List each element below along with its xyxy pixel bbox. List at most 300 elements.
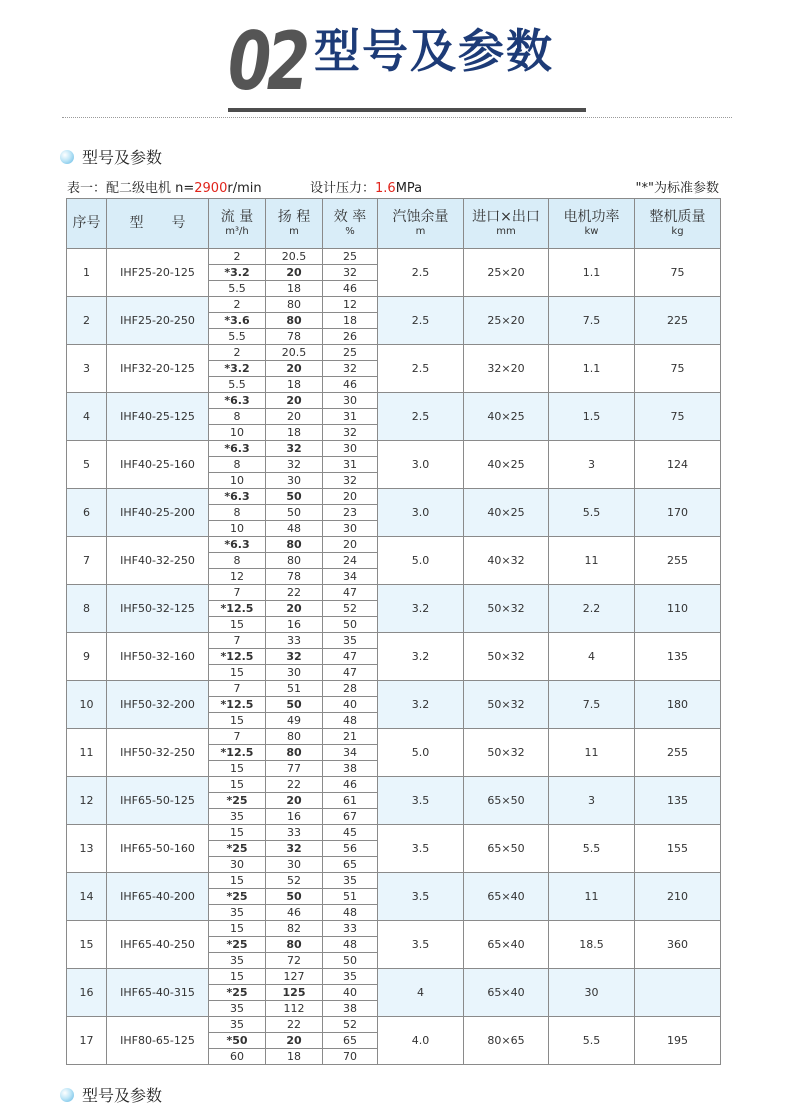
bullet-ball-icon xyxy=(60,150,74,164)
unit-mass-cell: 155 xyxy=(635,825,721,873)
motor-power-cell: 2.2 xyxy=(549,585,635,633)
inlet-outlet-cell: 40×25 xyxy=(464,441,549,489)
flow-cell: 15 xyxy=(209,777,266,793)
head-cell: 20.5 xyxy=(266,249,323,265)
motor-power-cell: 4 xyxy=(549,633,635,681)
head-cell: 20 xyxy=(266,265,323,281)
flow-cell: 10 xyxy=(209,473,266,489)
head-cell: 125 xyxy=(266,985,323,1001)
column-header-unit: kw xyxy=(584,226,599,237)
column-header xyxy=(209,199,266,249)
table-row xyxy=(67,489,721,505)
flow-cell: *12.5 xyxy=(209,745,266,761)
head-cell: 20 xyxy=(266,793,323,809)
flow-cell: 8 xyxy=(209,505,266,521)
head-cell: 50 xyxy=(266,505,323,521)
efficiency-cell: 35 xyxy=(323,969,378,985)
flow-cell: 10 xyxy=(209,425,266,441)
efficiency-cell: 46 xyxy=(323,281,378,297)
inlet-outlet-cell: 65×50 xyxy=(464,777,549,825)
flow-cell: *3.2 xyxy=(209,361,266,377)
head-cell: 78 xyxy=(266,569,323,585)
efficiency-cell: 51 xyxy=(323,889,378,905)
pressure-label: 设计压力： xyxy=(310,181,376,196)
unit-mass-cell: 195 xyxy=(635,1017,721,1065)
npsh-cell: 3.0 xyxy=(378,489,464,537)
column-header-label: 汽蚀余量 xyxy=(392,209,449,225)
motor-power-cell: 5.5 xyxy=(549,1017,635,1065)
efficiency-cell: 12 xyxy=(323,297,378,313)
head-cell: 33 xyxy=(266,633,323,649)
head-cell: 32 xyxy=(266,841,323,857)
flow-cell: *25 xyxy=(209,985,266,1001)
head-cell: 18 xyxy=(266,1049,323,1065)
flow-cell: *6.3 xyxy=(209,537,266,553)
model-cell: IHF80-65-125 xyxy=(107,1017,209,1065)
column-header-label: 扬 程 xyxy=(277,209,311,225)
motor-power-cell: 11 xyxy=(549,729,635,777)
inlet-outlet-cell: 40×25 xyxy=(464,489,549,537)
efficiency-cell: 40 xyxy=(323,985,378,1001)
flow-cell: 7 xyxy=(209,585,266,601)
efficiency-cell: 38 xyxy=(323,1001,378,1017)
column-header-label: 型 号 xyxy=(129,215,186,231)
efficiency-cell: 23 xyxy=(323,505,378,521)
efficiency-cell: 30 xyxy=(323,521,378,537)
flow-cell: 35 xyxy=(209,1017,266,1033)
inlet-outlet-cell: 50×32 xyxy=(464,681,549,729)
flow-cell: 60 xyxy=(209,1049,266,1065)
motor-power-cell: 7.5 xyxy=(549,297,635,345)
row-number-cell: 14 xyxy=(67,873,107,921)
row-number-cell: 13 xyxy=(67,825,107,873)
head-cell: 16 xyxy=(266,809,323,825)
model-cell: IHF50-32-250 xyxy=(107,729,209,777)
npsh-cell: 5.0 xyxy=(378,729,464,777)
efficiency-cell: 50 xyxy=(323,617,378,633)
efficiency-cell: 28 xyxy=(323,681,378,697)
flow-cell: 15 xyxy=(209,665,266,681)
npsh-cell: 2.5 xyxy=(378,345,464,393)
row-number-cell: 12 xyxy=(67,777,107,825)
flow-cell: 8 xyxy=(209,553,266,569)
efficiency-cell: 31 xyxy=(323,409,378,425)
row-number-cell: 7 xyxy=(67,537,107,585)
flow-cell: 5.5 xyxy=(209,329,266,345)
efficiency-cell: 45 xyxy=(323,825,378,841)
row-number-cell: 17 xyxy=(67,1017,107,1065)
npsh-cell: 4.0 xyxy=(378,1017,464,1065)
inlet-outlet-cell: 65×50 xyxy=(464,825,549,873)
page-title: 型号及参数 xyxy=(314,24,554,78)
model-cell: IHF50-32-200 xyxy=(107,681,209,729)
efficiency-cell: 70 xyxy=(323,1049,378,1065)
column-header xyxy=(107,199,209,249)
inlet-outlet-cell: 80×65 xyxy=(464,1017,549,1065)
model-cell: IHF40-32-250 xyxy=(107,537,209,585)
unit-mass-cell: 124 xyxy=(635,441,721,489)
head-cell: 46 xyxy=(266,905,323,921)
efficiency-cell: 31 xyxy=(323,457,378,473)
flow-cell: *25 xyxy=(209,841,266,857)
motor-power-cell: 5.5 xyxy=(549,489,635,537)
head-cell: 80 xyxy=(266,297,323,313)
efficiency-cell: 38 xyxy=(323,761,378,777)
unit-mass-cell: 255 xyxy=(635,729,721,777)
inlet-outlet-cell: 32×20 xyxy=(464,345,549,393)
head-cell: 78 xyxy=(266,329,323,345)
page-header xyxy=(0,0,794,120)
flow-cell: *6.3 xyxy=(209,393,266,409)
head-cell: 32 xyxy=(266,457,323,473)
column-header-label: 整机质量 xyxy=(649,209,706,225)
model-cell: IHF65-50-160 xyxy=(107,825,209,873)
head-cell: 49 xyxy=(266,713,323,729)
column-header xyxy=(549,199,635,249)
head-cell: 80 xyxy=(266,537,323,553)
flow-cell: 15 xyxy=(209,761,266,777)
row-number-cell: 11 xyxy=(67,729,107,777)
head-cell: 16 xyxy=(266,617,323,633)
head-cell: 52 xyxy=(266,873,323,889)
table-row xyxy=(67,585,721,601)
head-cell: 80 xyxy=(266,553,323,569)
table-row xyxy=(67,345,721,361)
efficiency-cell: 18 xyxy=(323,313,378,329)
table-row xyxy=(67,873,721,889)
flow-cell: *6.3 xyxy=(209,441,266,457)
head-cell: 20 xyxy=(266,409,323,425)
model-cell: IHF40-25-160 xyxy=(107,441,209,489)
table-row xyxy=(67,681,721,697)
efficiency-cell: 30 xyxy=(323,393,378,409)
model-cell: IHF65-50-125 xyxy=(107,777,209,825)
column-header-unit: kg xyxy=(671,226,684,237)
efficiency-cell: 47 xyxy=(323,649,378,665)
head-cell: 20 xyxy=(266,393,323,409)
bullet-ball-icon xyxy=(60,1088,74,1102)
caption-prefix: 表一：配二级电机 n= xyxy=(67,181,195,196)
npsh-cell: 2.5 xyxy=(378,249,464,297)
head-cell: 72 xyxy=(266,953,323,969)
npsh-cell: 2.5 xyxy=(378,393,464,441)
motor-power-cell: 11 xyxy=(549,537,635,585)
column-header-unit: % xyxy=(345,226,355,237)
flow-cell: *25 xyxy=(209,889,266,905)
efficiency-cell: 52 xyxy=(323,1017,378,1033)
head-cell: 80 xyxy=(266,729,323,745)
head-cell: 51 xyxy=(266,681,323,697)
efficiency-cell: 65 xyxy=(323,1033,378,1049)
flow-cell: 15 xyxy=(209,969,266,985)
head-cell: 20 xyxy=(266,361,323,377)
npsh-cell: 4 xyxy=(378,969,464,1017)
efficiency-cell: 46 xyxy=(323,777,378,793)
motor-power-cell: 7.5 xyxy=(549,681,635,729)
efficiency-cell: 65 xyxy=(323,857,378,873)
flow-cell: 30 xyxy=(209,857,266,873)
flow-cell: *12.5 xyxy=(209,601,266,617)
model-cell: IHF50-32-160 xyxy=(107,633,209,681)
model-cell: IHF25-20-250 xyxy=(107,297,209,345)
efficiency-cell: 47 xyxy=(323,585,378,601)
head-cell: 50 xyxy=(266,697,323,713)
npsh-cell: 3.5 xyxy=(378,921,464,969)
head-cell: 18 xyxy=(266,281,323,297)
efficiency-cell: 48 xyxy=(323,905,378,921)
unit-mass-cell xyxy=(635,969,721,1017)
flow-cell: 35 xyxy=(209,953,266,969)
row-number-cell: 8 xyxy=(67,585,107,633)
model-cell: IHF40-25-200 xyxy=(107,489,209,537)
flow-cell: *6.3 xyxy=(209,489,266,505)
inlet-outlet-cell: 25×20 xyxy=(464,297,549,345)
npsh-cell: 3.2 xyxy=(378,585,464,633)
efficiency-cell: 67 xyxy=(323,809,378,825)
pressure-value: 1.6 xyxy=(375,181,396,196)
section-heading xyxy=(60,145,162,168)
efficiency-cell: 47 xyxy=(323,665,378,681)
npsh-cell: 3.5 xyxy=(378,777,464,825)
table-row xyxy=(67,249,721,265)
head-cell: 80 xyxy=(266,313,323,329)
title-underline xyxy=(228,108,586,112)
head-cell: 22 xyxy=(266,585,323,601)
flow-cell: 2 xyxy=(209,345,266,361)
unit-mass-cell: 255 xyxy=(635,537,721,585)
head-cell: 18 xyxy=(266,425,323,441)
head-cell: 48 xyxy=(266,521,323,537)
inlet-outlet-cell: 50×32 xyxy=(464,633,549,681)
row-number-cell: 15 xyxy=(67,921,107,969)
head-cell: 30 xyxy=(266,857,323,873)
head-cell: 82 xyxy=(266,921,323,937)
efficiency-cell: 50 xyxy=(323,953,378,969)
head-cell: 112 xyxy=(266,1001,323,1017)
unit-mass-cell: 210 xyxy=(635,873,721,921)
efficiency-cell: 40 xyxy=(323,697,378,713)
efficiency-cell: 48 xyxy=(323,713,378,729)
efficiency-cell: 35 xyxy=(323,633,378,649)
motor-power-cell: 1.1 xyxy=(549,345,635,393)
flow-cell: 2 xyxy=(209,249,266,265)
head-cell: 33 xyxy=(266,825,323,841)
motor-power-cell: 30 xyxy=(549,969,635,1017)
flow-cell: 35 xyxy=(209,809,266,825)
column-header xyxy=(67,199,107,249)
column-header-label: 效 率 xyxy=(333,209,367,225)
unit-mass-cell: 75 xyxy=(635,393,721,441)
caption-note: "*"为标准参数 xyxy=(635,181,719,196)
efficiency-cell: 32 xyxy=(323,425,378,441)
motor-power-cell: 3 xyxy=(549,777,635,825)
inlet-outlet-cell: 40×32 xyxy=(464,537,549,585)
inlet-outlet-cell: 65×40 xyxy=(464,873,549,921)
column-header-label: 进口×出口 xyxy=(472,209,540,225)
table-row xyxy=(67,969,721,985)
head-cell: 32 xyxy=(266,441,323,457)
parameter-table xyxy=(66,198,721,1065)
flow-cell: 15 xyxy=(209,921,266,937)
dotted-divider xyxy=(62,117,732,118)
table-row xyxy=(67,297,721,313)
caption-left xyxy=(67,177,262,196)
caption-pressure xyxy=(310,177,422,196)
motor-power-cell: 3 xyxy=(549,441,635,489)
unit-mass-cell: 75 xyxy=(635,345,721,393)
table-row xyxy=(67,777,721,793)
column-header xyxy=(464,199,549,249)
flow-cell: 7 xyxy=(209,681,266,697)
efficiency-cell: 26 xyxy=(323,329,378,345)
unit-mass-cell: 135 xyxy=(635,777,721,825)
unit-mass-cell: 75 xyxy=(635,249,721,297)
head-cell: 30 xyxy=(266,473,323,489)
efficiency-cell: 34 xyxy=(323,745,378,761)
flow-cell: 5.5 xyxy=(209,281,266,297)
model-cell: IHF25-20-125 xyxy=(107,249,209,297)
flow-cell: *12.5 xyxy=(209,649,266,665)
flow-cell: 8 xyxy=(209,409,266,425)
flow-cell: 2 xyxy=(209,297,266,313)
efficiency-cell: 32 xyxy=(323,265,378,281)
row-number-cell: 1 xyxy=(67,249,107,297)
table-row xyxy=(67,921,721,937)
flow-cell: 35 xyxy=(209,905,266,921)
efficiency-cell: 35 xyxy=(323,873,378,889)
section-heading-label: 型号及参数 xyxy=(82,148,163,167)
column-header-label: 电机功率 xyxy=(563,209,620,225)
row-number-cell: 16 xyxy=(67,969,107,1017)
unit-mass-cell: 110 xyxy=(635,585,721,633)
row-number-cell: 6 xyxy=(67,489,107,537)
head-cell: 32 xyxy=(266,649,323,665)
table-row xyxy=(67,537,721,553)
flow-cell: *3.2 xyxy=(209,265,266,281)
efficiency-cell: 32 xyxy=(323,361,378,377)
npsh-cell: 3.2 xyxy=(378,633,464,681)
efficiency-cell: 20 xyxy=(323,489,378,505)
inlet-outlet-cell: 65×40 xyxy=(464,969,549,1017)
npsh-cell: 3.5 xyxy=(378,873,464,921)
head-cell: 22 xyxy=(266,1017,323,1033)
motor-power-cell: 5.5 xyxy=(549,825,635,873)
head-cell: 20 xyxy=(266,601,323,617)
head-cell: 50 xyxy=(266,889,323,905)
model-cell: IHF65-40-200 xyxy=(107,873,209,921)
row-number-cell: 5 xyxy=(67,441,107,489)
column-header xyxy=(635,199,721,249)
flow-cell: 5.5 xyxy=(209,377,266,393)
section-number: 02 xyxy=(228,15,306,108)
motor-power-cell: 11 xyxy=(549,873,635,921)
flow-cell: 15 xyxy=(209,825,266,841)
efficiency-cell: 48 xyxy=(323,937,378,953)
efficiency-cell: 52 xyxy=(323,601,378,617)
unit-mass-cell: 180 xyxy=(635,681,721,729)
npsh-cell: 3.5 xyxy=(378,825,464,873)
table-row xyxy=(67,633,721,649)
column-header xyxy=(378,199,464,249)
efficiency-cell: 21 xyxy=(323,729,378,745)
head-cell: 18 xyxy=(266,377,323,393)
efficiency-cell: 46 xyxy=(323,377,378,393)
npsh-cell: 5.0 xyxy=(378,537,464,585)
unit-mass-cell: 225 xyxy=(635,297,721,345)
flow-cell: 8 xyxy=(209,457,266,473)
model-cell: IHF50-32-125 xyxy=(107,585,209,633)
npsh-cell: 3.0 xyxy=(378,441,464,489)
inlet-outlet-cell: 65×40 xyxy=(464,921,549,969)
row-number-cell: 4 xyxy=(67,393,107,441)
column-header-unit: m xyxy=(415,226,426,237)
column-header-label: 流 量 xyxy=(220,209,254,225)
flow-cell: 7 xyxy=(209,633,266,649)
unit-mass-cell: 360 xyxy=(635,921,721,969)
column-header-unit: mm xyxy=(496,226,516,237)
model-cell: IHF65-40-315 xyxy=(107,969,209,1017)
unit-mass-cell: 135 xyxy=(635,633,721,681)
head-cell: 80 xyxy=(266,937,323,953)
motor-power-cell: 18.5 xyxy=(549,921,635,969)
flow-cell: *12.5 xyxy=(209,697,266,713)
pressure-unit: MPa xyxy=(395,181,423,196)
head-cell: 20 xyxy=(266,1033,323,1049)
efficiency-cell: 25 xyxy=(323,345,378,361)
table-row xyxy=(67,441,721,457)
efficiency-cell: 30 xyxy=(323,441,378,457)
model-cell: IHF65-40-250 xyxy=(107,921,209,969)
flow-cell: *50 xyxy=(209,1033,266,1049)
model-cell: IHF32-20-125 xyxy=(107,345,209,393)
motor-power-cell: 1.5 xyxy=(549,393,635,441)
row-number-cell: 2 xyxy=(67,297,107,345)
table-body xyxy=(67,249,721,1065)
inlet-outlet-cell: 50×32 xyxy=(464,585,549,633)
caption-speed-unit: r/min xyxy=(227,181,262,196)
efficiency-cell: 25 xyxy=(323,249,378,265)
table-row xyxy=(67,729,721,745)
table-row xyxy=(67,1017,721,1033)
caption-speed: 2900 xyxy=(194,181,228,196)
row-number-cell: 10 xyxy=(67,681,107,729)
efficiency-cell: 56 xyxy=(323,841,378,857)
efficiency-cell: 33 xyxy=(323,921,378,937)
table-header-row xyxy=(67,199,721,249)
inlet-outlet-cell: 40×25 xyxy=(464,393,549,441)
head-cell: 20.5 xyxy=(266,345,323,361)
model-cell: IHF40-25-125 xyxy=(107,393,209,441)
row-number-cell: 3 xyxy=(67,345,107,393)
flow-cell: 35 xyxy=(209,1001,266,1017)
inlet-outlet-cell: 25×20 xyxy=(464,249,549,297)
footer-section-heading xyxy=(60,1083,162,1106)
efficiency-cell: 32 xyxy=(323,473,378,489)
efficiency-cell: 34 xyxy=(323,569,378,585)
npsh-cell: 2.5 xyxy=(378,297,464,345)
flow-cell: 15 xyxy=(209,873,266,889)
flow-cell: 10 xyxy=(209,521,266,537)
column-header-unit: m³/h xyxy=(225,226,249,237)
column-header-unit: m xyxy=(289,226,299,237)
head-cell: 77 xyxy=(266,761,323,777)
flow-cell: 7 xyxy=(209,729,266,745)
flow-cell: 12 xyxy=(209,569,266,585)
column-header-label: 序号 xyxy=(72,215,101,231)
row-number-cell: 9 xyxy=(67,633,107,681)
inlet-outlet-cell: 50×32 xyxy=(464,729,549,777)
efficiency-cell: 61 xyxy=(323,793,378,809)
